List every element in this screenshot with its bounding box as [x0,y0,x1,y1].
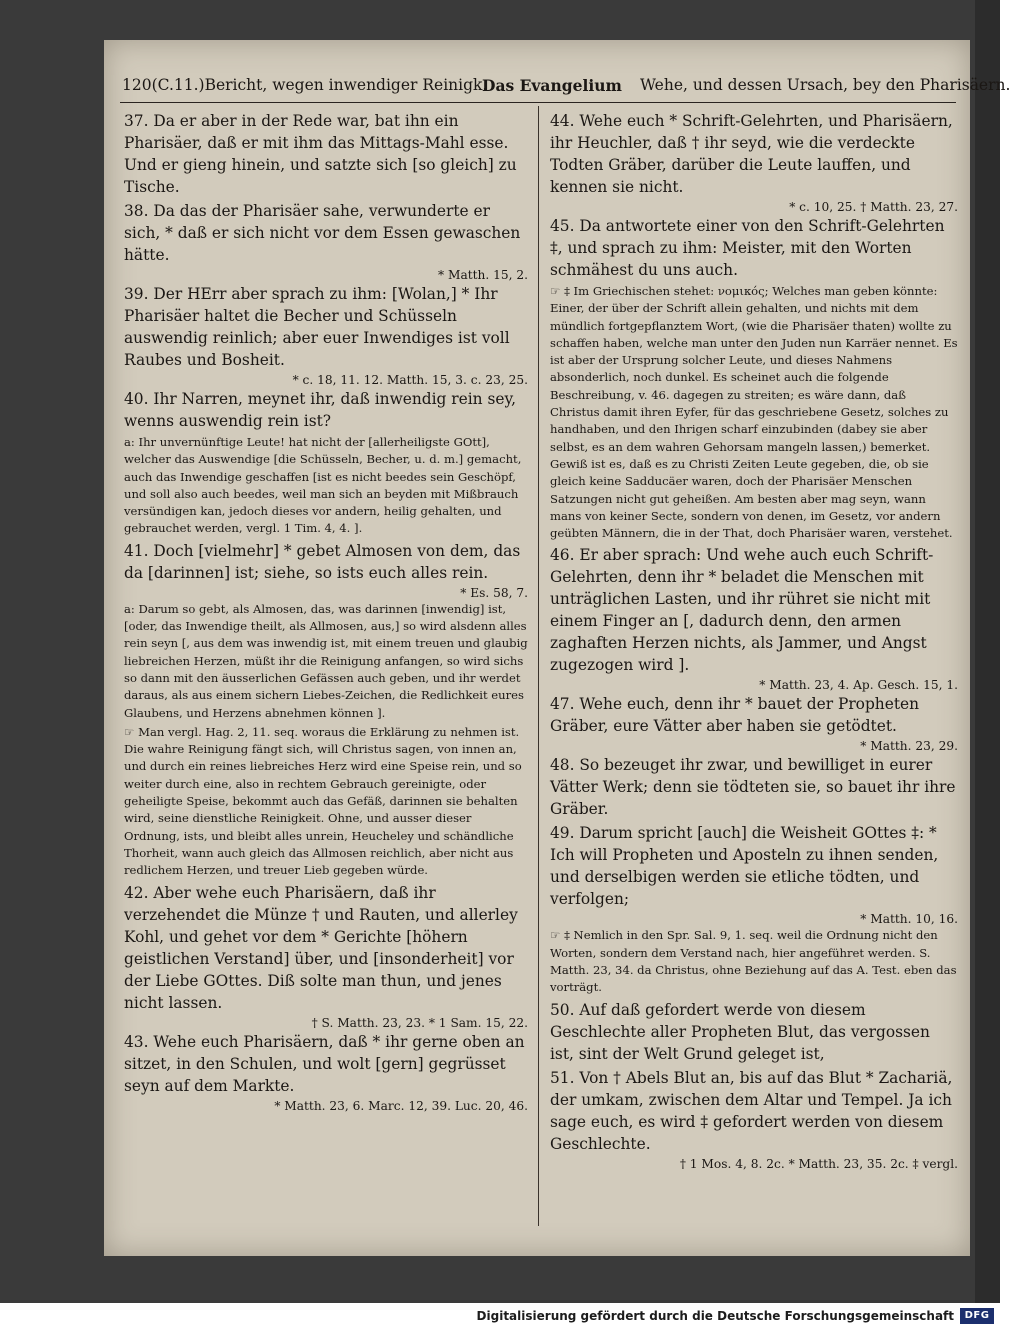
commentary-note: ☞ ‡ Nemlich in den Spr. Sal. 9, 1. seq. weil die Ordnung nicht den Worten, sondern dem Verstand nach, hier angeführet werden. S. Matth. 23, 34. da Christus, ohne Beziehung auf das A. Test. eben das vorträgt. [550,928,957,995]
verse-text: 42. Aber wehe euch Pharisäern, daß ihr verzehendet die Münze † und Rauten, und allerley Kohl, und gehet vor dem * Gerichte [höhern geistlichen Verstand] über, und [insonderheit] vor der Liebe GOttes. Diß solte man thun, und jenes nicht lassen. [124,883,518,1012]
verse-text: 38. Da das der Pharisäer sahe, verwunderte er sich, * daß er sich nicht vor dem Essen gewaschen hätte. [124,202,521,264]
commentary-note: a: Ihr unvernünftige Leute! hat nicht der [allerheiligste GOtt], welcher das Auswendige [die Schüsseln, Becher, u. d. m.] gemacht, auch das Inwendige geschaffen [ist es nicht beedes sein Geschöpf, und soll also auch beedes, weil man sich an beyden mit Mißbrauch versündigen kan, jedoch dieses vor andern, heilig gehalten, und gebrauchet werden, vergl. 1 Tim. 4, 4. ]. [124,435,522,536]
verse-text: 40. Ihr Narren, meynet ihr, daß inwendig rein sey, wenns auswendig rein ist? [124,390,517,430]
commentary-note: ☞ ‡ Im Griechischen stehet: νομικός; Welches man geben könnte: Einer, der über der Schrift allein gehalten, und nichts mit dem mündlich fortgepflanztem Wort, (wie die Pharisäer thaten) wollte zu schaffen haben, welche man unter den Juden nun Karräer nennet. Es ist aber der Ursprung solcher Leute, und dieses Nahmens absonderlich, noch dunkel. Es scheinet auch die folgende Beschreibung, v. 46. dagegen zu streiten; es wäre dann, daß Christus damit ihren Eyfer, für das geschriebene Gesetz, solches zu handhaben, und den Ihrigen scharf einzubinden (dabey sie aber selbst, es an dem wahren Gehorsam mangeln lassen,) bemerket. Gewiß ist es, daß es zu Christi Zeiten Leute gegeben, die, ob sie gleich keine Sadducäer waren, doch der Pharisäer Menschen Satzungen nicht gut geheißen. Am besten aber mag seyn, wann mans von keiner Secte, sondern von denen, im Gesetz, vor andern geübten Männern, die in der That, doch Pharisäer waren, verstehet. [550,284,958,541]
verse-text: 49. Darum spricht [auch] die Weisheit GOttes ‡: * Ich will Propheten und Aposteln zu ihnen senden, und derselbigen werden sie etliche tödten, und verfolgen; [550,824,939,909]
verse-text: 44. Wehe euch * Schrift-Gelehrten, und Pharisäern, ihr Heuchler, daß † ihr seyd, wie die verdeckte Todten Gräber, darüber die Leute lauffen, und kennen sie nicht. [550,112,953,196]
cross-reference: * Matth. 23, 4. Ap. Gesch. 15, 1. [759,678,958,693]
right-column [550,110,958,1172]
cross-reference: * Es. 58, 7. [460,585,528,600]
dfg-logo: DFG [960,1308,994,1324]
cross-reference: * Matth. 23, 29. [860,739,958,754]
cross-reference: * Matth. 15, 2. [438,268,528,282]
footer [0,1303,1000,1329]
verse-text: 51. Von † Abels Blut an, bis auf das Blut * Zachariä, der umkam, zwischen dem Altar und Tempel. Ja ich sage euch, es wird ‡ gefordert werden von diesem Geschlechte. [550,1068,953,1153]
cross-reference: * Matth. 10, 16. [860,912,958,927]
running-header [122,72,1010,102]
left-column [124,110,528,1114]
verse-text: 43. Wehe euch Pharisäern, daß * ihr gerne oben an sitzet, in den Schulen, und wolt [gern] gegrüsset seyn auf dem Markte. [124,1032,525,1095]
verse-text: 41. Doch [vielmehr] * gebet Almosen von dem, das da [darinnen] ist; siehe, so ists euch alles rein. [124,541,521,582]
scan-edge [975,0,1000,1303]
verse-text: 37. Da er aber in der Rede war, bat ihn ein Pharisäer, daß er mit ihm das Mittags-Mahl esse. Und er gieng hinein, und satzte sich [so gleich] zu Tische. [124,112,517,196]
column-divider [538,106,539,1226]
cross-reference: * Matth. 23, 6. Marc. 12, 39. Luc. 20, 46. [274,1098,528,1113]
footer-credit: Digitalisierung gefördert durch die Deutsche Forschungsgemeinschaft [476,1309,954,1323]
cross-reference: † S. Matth. 23, 23. * 1 Sam. 15, 22. [311,1015,528,1030]
commentary-note: ☞ Man vergl. Hag. 2, 11. seq. woraus die Erklärung zu nehmen ist. Die wahre Reinigung fängt sich, will Christus sagen, von innen an, und durch ein reines liebreiches Herz wird eine Speise rein, und so weiter durch eine, also in rechtem Gebrauch gereinigte, oder geheiligte Speise, bekommt auch das Gefäß, darinnen sie behalten wird, seine dienstliche Reinigkeit. Ohne, und ausser dieser Ordnung, ists, und bleibt alles unrein, Heucheley und schändliche Thorheit, wann auch gleich das Allmosen reichlich, aber nicht aus redlichem Herzen, und treuer Lieb gegeben würde. [124,724,522,878]
verse-text: 39. Der HErr aber sprach zu ihm: [Wolan,] * Ihr Pharisäer haltet die Becher und Schüsseln auswendig reinlich; aber euer Inwendiges ist voll Raubes und Bosheit. [124,285,510,369]
header-center: Das Evangelium [482,76,622,95]
header-left: 120(C.11.)Bericht, wegen inwendiger Reinigk. [122,76,488,94]
verse-text: 46. Er aber sprach: Und wehe auch euch Schrift-Gelehrten, denn ihr * beladet die Menschen mit unträglichen Lasten, und ihr rühret sie nicht mit einem Finger an [, dadurch denn, den armen zaghaften Herzen nichts, als Jammer, und Angst zugezogen wird ]. [550,546,934,675]
cross-reference: * c. 10, 25. † Matth. 23, 27. [789,200,958,214]
header-right: Wehe, und dessen Ursach, bey den Pharisäern. [640,76,1010,94]
verse-text: 50. Auf daß gefordert werde von diesem Geschlechte aller Propheten Blut, das vergossen ist, sint der Welt Grund geleget ist, [550,1000,930,1063]
verse-text: 45. Da antwortete einer von den Schrift-Gelehrten ‡, und sprach zu ihm: Meister, mit den Worten schmähest du uns auch. [550,217,945,279]
commentary-note: a: Darum so gebt, als Almosen, das, was darinnen [inwendig] ist, [oder, das Inwendige theilt, als Allmosen, aus,] so wird alsdenn alles rein seyn [, aus dem was inwendig ist, mit einem treuen und glaubig liebreichen Herzen, müßt ihr die Reinigung anfangen, so wird sichs so dann mit den äusserlichen Gefässen auch geben, und ihr werdet daraus, als aus einem sichern Liebes-Zeichen, die Redlichkeit eures Glaubens, und Herzens abnehmen können ]. [124,601,528,720]
verse-text: 47. Wehe euch, denn ihr * bauet der Propheten Gräber, eure Vätter aber haben sie getödtet. [550,695,920,736]
cross-reference: * c. 18, 11. 12. Matth. 15, 3. c. 23, 25. [292,373,528,387]
verse-text: 48. So bezeuget ihr zwar, und bewilliget in eurer Vätter Werk; denn sie tödteten sie, so bauet ihr ihre Gräber. [550,756,956,819]
book-page [104,40,1010,1256]
header-rule [120,102,956,103]
cross-reference: † 1 Mos. 4, 8. 2c. * Matth. 23, 35. 2c. ‡ vergl. [679,1156,958,1171]
